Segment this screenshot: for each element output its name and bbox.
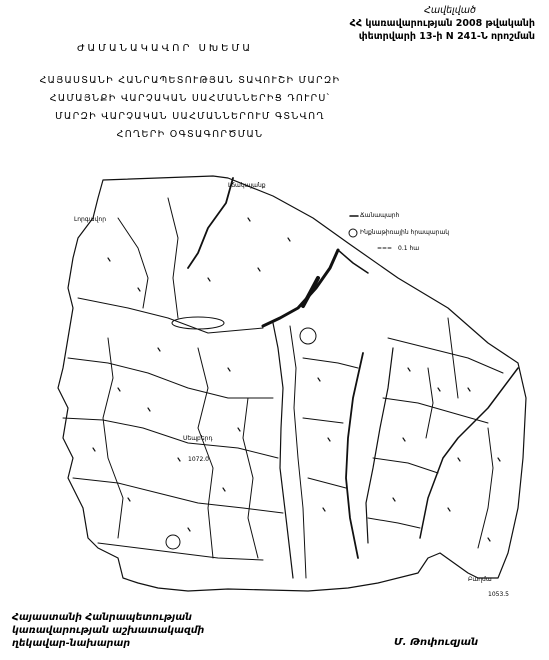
signer-block <box>12 611 204 650</box>
document-title: ԺԱՄԱՆԱԿԱՎՈՐ ՍԽԵՄԱ <box>76 43 254 54</box>
signer-line-3: ղեկավար-նախարար <box>12 638 131 649</box>
approval-line-3: փետրվարի 13-ի N 241-Ն որոշման <box>358 31 535 42</box>
signature-name: Մ. Թոփուզյան <box>394 637 479 648</box>
signer-line-1: Հայաստանի Հանրապետության <box>12 612 192 623</box>
legend-item-1: Ճանապարհ <box>360 212 400 219</box>
map-drawing <box>48 158 538 603</box>
document-subtitle <box>0 72 380 144</box>
map-label-left-place: Լորգավոր <box>74 216 107 223</box>
approval-line-2: ՀՀ կառավարության 2008 թվականի <box>349 18 535 29</box>
subtitle-line-1: ՀԱՅԱՍՏԱՆԻ ՀԱՆՐԱՊԵՏՈՒԹՅԱՆ ՏԱՎՈՒՇԻ ՄԱՐԶԻ <box>39 75 341 86</box>
map-label-bottom-right-place: Բաղմա <box>468 576 492 583</box>
map-label-center-place: Սեպբերդ <box>183 435 213 442</box>
approval-block <box>275 4 535 43</box>
map-number-2: 1053.5 <box>488 591 509 598</box>
legend-item-3: 0.1 հա <box>398 245 420 252</box>
subtitle-line-2: ՀԱՄԱՅՆՔԻ ՎԱՐՉԱԿԱՆ ՍԱՀՄԱՆՆԵՐԻՑ ԴՈՒՐՍ՝ <box>49 93 331 104</box>
map-number-1: 1072.0 <box>188 456 209 463</box>
subtitle-line-4: ՀՈՂԵՐԻ ՕԳՏԱԳՈՐԾՄԱՆ <box>116 129 264 140</box>
map-label-top-place: Լճակայանք <box>228 182 266 189</box>
land-map <box>48 158 538 603</box>
legend-item-2: Ինքնաթիռային հրապարակ <box>360 229 450 236</box>
subtitle-line-3: ՄԱՐԶԻ ՎԱՐՉԱԿԱՆ ՍԱՀՄԱՆՆԵՐՈՒՄ ԳՏՆՎՈՂ <box>55 111 325 122</box>
signer-line-2: կառավարության աշխատակազմի <box>12 625 205 636</box>
approval-line-1: Հավելված <box>424 5 476 16</box>
